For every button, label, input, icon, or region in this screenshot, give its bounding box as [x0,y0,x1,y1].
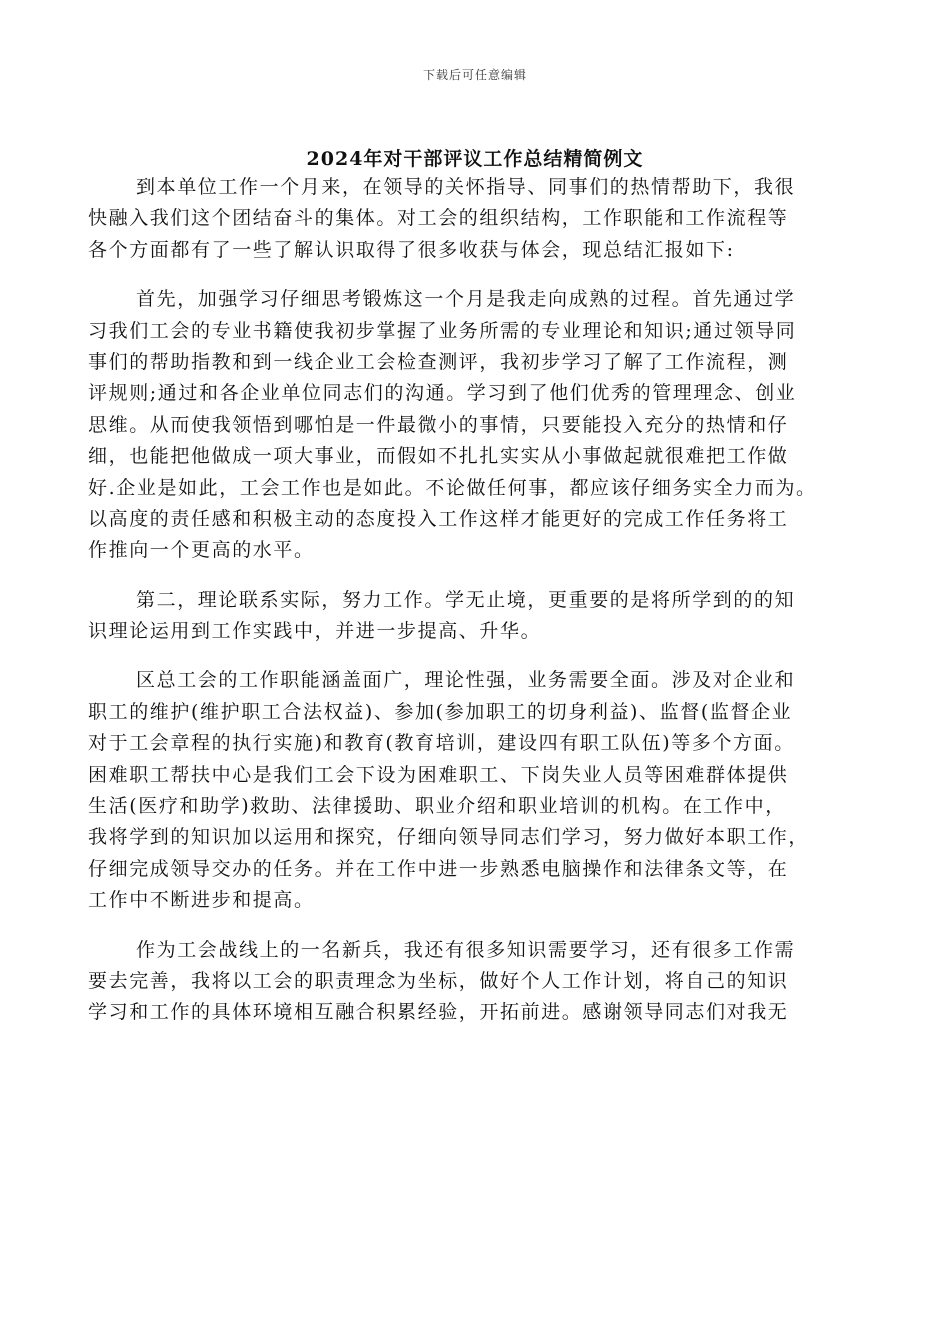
paragraph-line: 作推向一个更高的水平。 [88,539,315,562]
paragraph-line: 学习和工作的具体环境相互融合积累经验，开拓前进。感谢领导同志们对我无 [88,1001,789,1024]
paragraph-line: 第二，理论联系实际，努力工作。学无止境，更重要的是将所学到的的知 [136,588,796,611]
paragraph-first-point [88,284,868,567]
header-note: 下载后可任意编辑 [422,68,527,82]
paragraph-line: 事们的帮助指教和到一线企业工会检查测评，我初步学习了解了工作流程，测 [88,350,789,373]
paragraph-line: 要去完善，我将以工会的职责理念为坐标，做好个人工作计划，将自己的知识 [88,969,789,992]
paragraph-line: 作为工会战线上的一名新兵，我还有很多知识需要学习，还有很多工作需 [136,938,796,961]
paragraph-line: 职工的维护(维护职工合法权益)、参加(参加职工的切身利益)、监督(监督企业 [88,700,793,723]
paragraph-line: 习我们工会的专业书籍使我初步掌握了业务所需的专业理论和知识;通过领导同 [88,319,797,342]
paragraph-second-point [88,585,868,648]
paragraph-line: 识理论运用到工作实践中，并进一步提高、升华。 [88,620,542,643]
paragraph-line: 对于工会章程的执行实施)和教育(教育培训，建设四有职工队伍)等多个方面。 [88,732,795,755]
paragraph-closing [88,935,868,1029]
paragraph-line: 评规则;通过和各企业单位同志们的沟通。学习到了他们优秀的管理理念、创业 [88,382,797,405]
paragraph-line: 各个方面都有了一些了解认识取得了很多收获与体会，现总结汇报如下: [88,238,735,261]
paragraph-union-duties [88,665,868,916]
document-title: 2024年对干部评议工作总结精简例文 [306,148,644,170]
paragraph-line: 好.企业是如此，工会工作也是如此。不论做任何事，都应该仔细务实全力而为。 [88,476,817,499]
document-body [88,172,868,1047]
paragraph-line: 到本单位工作一个月来，在领导的关怀指导、同事们的热情帮助下，我很 [136,176,796,198]
paragraph-line: 首先，加强学习仔细思考锻炼这一个月是我走向成熟的过程。首先通过学 [136,288,796,311]
paragraph-line: 仔细完成领导交办的任务。并在工作中进一步熟悉电脑操作和法律条文等，在 [88,857,789,880]
paragraph-line: 我将学到的知识加以运用和探究，仔细向领导同志们学习，努力做好本职工作， [88,826,810,849]
paragraph-line: 困难职工帮扶中心是我们工会下设为困难职工、下岗失业人员等困难群体提供 [88,763,789,786]
paragraph-line: 以高度的责任感和积极主动的态度投入工作这样才能更好的完成工作任务将工 [88,507,789,530]
paragraph-line: 思维。从而使我领悟到哪怕是一件最微小的事情，只要能投入充分的热情和仔 [88,413,789,436]
paragraph-line: 生活(医疗和助学)救助、法律援助、职业介绍和职业培训的机构。在工作中， [88,795,786,818]
paragraph-line: 细，也能把他做成一项大事业，而假如不扎扎实实从小事做起就很难把工作做 [88,445,789,468]
paragraph-line: 工作中不断进步和提高。 [88,889,315,912]
paragraph-intro [88,172,868,266]
paragraph-line: 快融入我们这个团结奋斗的集体。对工会的组织结构，工作职能和工作流程等 [88,207,789,230]
paragraph-line: 区总工会的工作职能涵盖面广，理论性强，业务需要全面。涉及对企业和 [136,669,796,692]
